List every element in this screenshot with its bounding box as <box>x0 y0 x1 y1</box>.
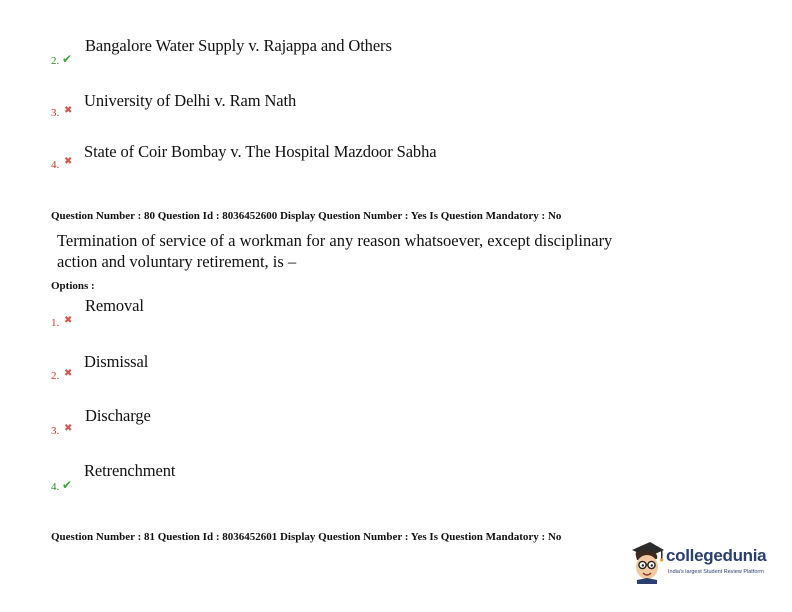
option-number: 1. <box>51 317 60 329</box>
cross-icon: ✖ <box>64 368 73 379</box>
option-text: Discharge <box>85 406 151 425</box>
check-icon: ✔ <box>62 478 73 492</box>
option-text: Dismissal <box>84 352 149 371</box>
option-text: Removal <box>85 296 144 315</box>
question-text <box>57 230 657 272</box>
option-number: 4. <box>51 481 60 493</box>
cross-icon: ✖ <box>64 156 73 167</box>
option-text: University of Delhi v. Ram Nath <box>84 91 297 110</box>
question-text-line: Termination of service of a workman for any reason whatsoever, except disciplinary <box>57 231 613 250</box>
check-icon: ✔ <box>62 52 73 66</box>
option-text: State of Coir Bombay v. The Hospital Mazdoor Sabha <box>84 142 437 161</box>
option-number: 2. <box>51 370 60 382</box>
cross-icon: ✖ <box>64 105 73 116</box>
question-meta: Question Number : 81 Question Id : 8036452601 Display Question Number : Yes Is Question Mandatory : No <box>51 531 562 543</box>
logo-brand: collegedunia <box>666 546 767 565</box>
option-text: Bangalore Water Supply v. Rajappa and Others <box>85 36 392 55</box>
options-label: Options : <box>51 280 95 292</box>
option-number: 2. <box>51 55 60 67</box>
collegedunia-logo <box>628 540 778 586</box>
option-number: 3. <box>51 107 60 119</box>
cross-icon: ✖ <box>64 423 73 434</box>
option-number: 3. <box>51 425 60 437</box>
question-text-line: action and voluntary retirement, is – <box>57 252 297 271</box>
question-meta: Question Number : 80 Question Id : 8036452600 Display Question Number : Yes Is Question Mandatory : No <box>51 210 562 222</box>
option-text: Retrenchment <box>84 461 176 480</box>
logo-tagline: India's largest Student Review Platform <box>668 569 764 575</box>
option-number: 4. <box>51 159 60 171</box>
cross-icon: ✖ <box>64 315 73 326</box>
mascot-icon <box>628 540 666 584</box>
